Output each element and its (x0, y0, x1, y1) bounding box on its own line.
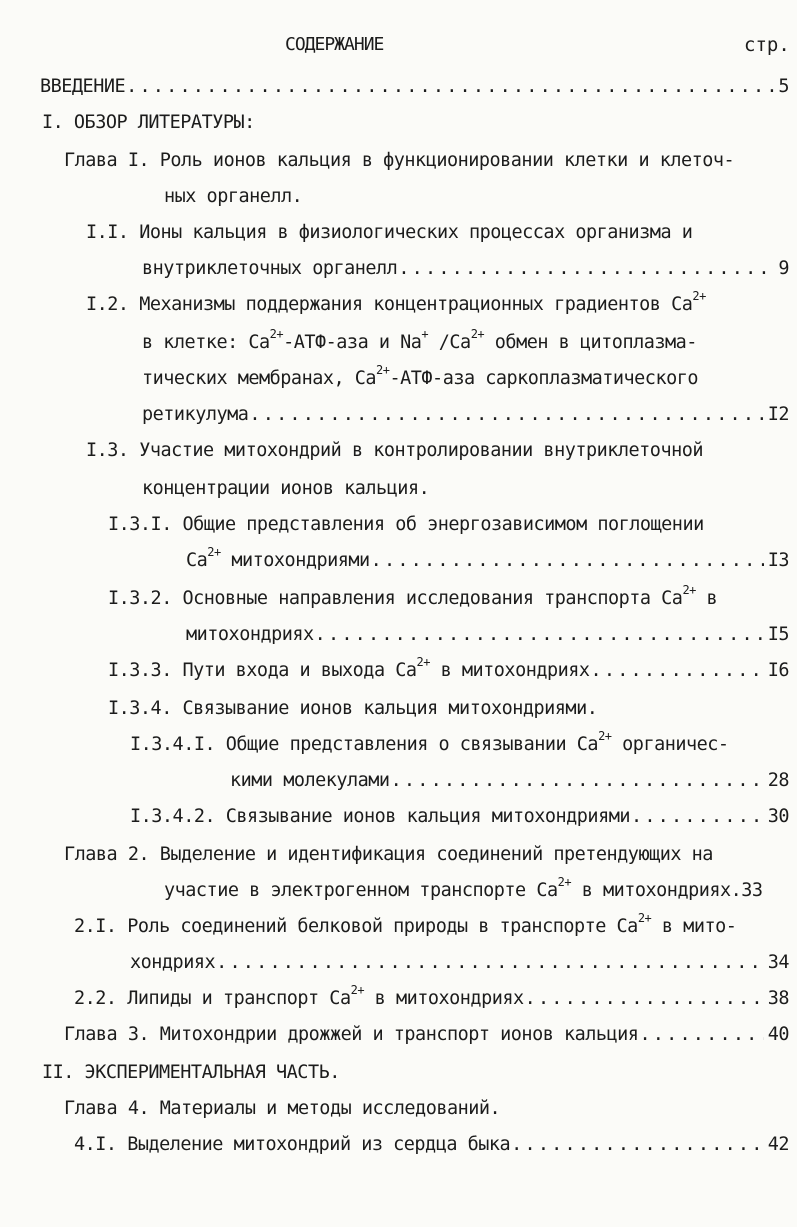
toc-entry-1-3-4-1: I.3.4.I. Общие представления о связывании $Ca^{2+}$ органичес- (130, 730, 729, 755)
toc-entry-1-2-line3: тических мембранах, $Ca^{2+}-АТФ$-аза саркоплазматического (142, 364, 699, 389)
toc-entry-1-3-2: I.3.2. Основные направления исследования транспорта $Ca^{2+}$ в (108, 584, 718, 609)
toc-entry-2-1: 2.I. Роль соединений белковой природы в транспорте $Ca^{2+}$ в мито- (74, 912, 737, 937)
toc-section-heading-2: II. ЭКСПЕРИМЕНТАЛЬНАЯ ЧАСТЬ. (42, 1062, 340, 1083)
toc-entry-2-1-cont: хондриях ..... 34 (130, 948, 789, 978)
toc-entry-2-2: 2.2. Липиды и транспорт $Ca^{2+}$ в митохондриях ..... 38 (74, 984, 789, 1014)
toc-chapter-1: Глава I. Роль ионов кальция в функционировании клетки и клеточ- (64, 150, 735, 171)
toc-entry-1-2: I.2. Механизмы поддержания концентрационных градиентов $Ca^{2+}$ (86, 290, 706, 315)
toc-chapter-1-cont: ных органелл. (164, 186, 303, 207)
page-title: СОДЕРЖАНИЕ (285, 34, 384, 55)
toc-entry-1-3-cont: концентрации ионов кальция. (142, 478, 430, 499)
toc-chapter-2-cont: участие в электрогенном транспорте $Ca^{2+}$ в митохондриях.33 (164, 876, 763, 901)
toc-entry-1-2-line2: в клетке: $Ca^{2+}-АТФ$-аза и Na+ $/Ca^{2+}$ обмен в цитоплазма- (142, 328, 697, 353)
toc-entry-introduction: ВВЕДЕНИЕ ..... 5 (40, 72, 789, 102)
toc-chapter-4: Глава 4. Материалы и методы исследований. (64, 1098, 501, 1119)
toc-entry-1-2-line4: ретикулума ..... I2 (142, 400, 789, 430)
toc-entry-1-3-4-2: I.3.4.2. Связывание ионов кальция митохондриями ..... 30 (130, 802, 789, 832)
toc-entry-1-1: I.I. Ионы кальция в физиологических процессах организма и (86, 222, 693, 243)
toc-entry-1-3-1: I.3.I. Общие представления об энергозависимом поглощении (108, 514, 704, 535)
toc-entry-1-3-4: I.3.4. Связывание ионов кальция митохондриями. (108, 698, 598, 719)
toc-entry-4-1: 4.I. Выделение митохондрий из сердца быка ..... 42 (74, 1130, 789, 1160)
toc-entry-1-3: I.3. Участие митохондрий в контролировании внутриклеточной (86, 440, 704, 461)
toc-section-heading: I. ОБЗОР ЛИТЕРАТУРЫ: (42, 112, 255, 133)
toc-entry-1-1-cont: внутриклеточных органелл ..... 9 (142, 254, 789, 284)
toc-chapter-2: Глава 2. Выделение и идентификация соединений претендующих на (64, 844, 713, 865)
toc-entry-1-3-1-cont: $Ca^{2+}$ митохондриями ..... I3 (186, 546, 789, 576)
page-column-label: стр. (744, 34, 790, 56)
toc-entry-1-3-3: I.3.3. Пути входа и выхода $Ca^{2+}$ в митохондриях ..... I6 (108, 656, 789, 686)
toc-chapter-3: Глава 3. Митохондрии дрожжей и транспорт ионов кальция ..... 40 (64, 1020, 789, 1050)
toc-entry-1-3-4-1-cont: кими молекулами ..... 28 (230, 766, 789, 796)
toc-entry-1-3-2-cont: митохондриях ..... I5 (186, 620, 789, 650)
